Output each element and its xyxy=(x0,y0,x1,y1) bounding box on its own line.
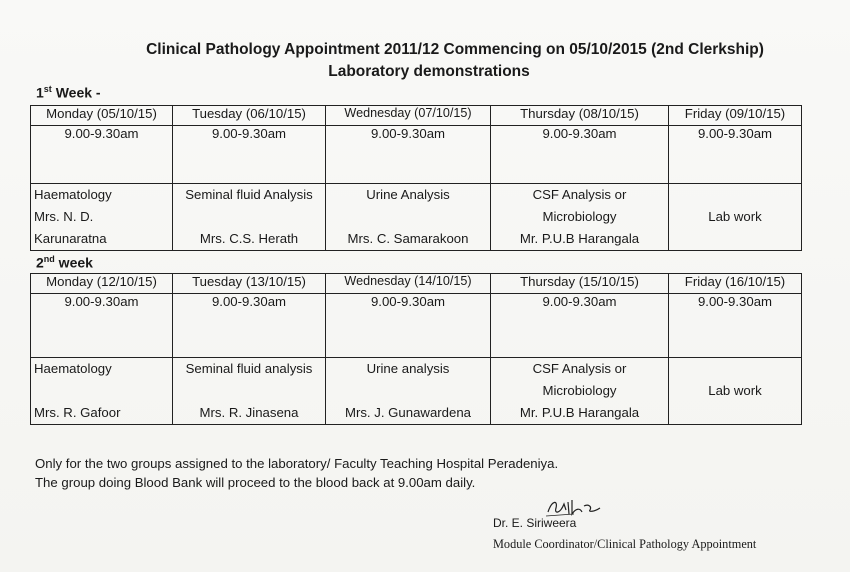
handwritten-signature xyxy=(544,496,604,518)
week2-time-wed: 9.00-9.30am xyxy=(326,294,491,358)
signatory-name: Dr. E. Siriweera xyxy=(493,516,577,530)
week2-day-wed: Wednesday (14/10/15) xyxy=(326,274,491,294)
week2-time-thu: 9.00-9.30am xyxy=(491,294,669,358)
week2-label: 2nd week xyxy=(36,254,93,271)
week2-header-row xyxy=(31,274,802,294)
week2-topic-tue: Seminal fluid analysis Mrs. R. Jinasena xyxy=(173,358,326,425)
week1-topic-mon: Haematology Mrs. N. D. Karunaratna xyxy=(31,184,173,251)
week1-day-fri: Friday (09/10/15) xyxy=(669,106,802,126)
notes xyxy=(35,454,558,492)
week1-time-tue: 9.00-9.30am xyxy=(173,126,326,184)
signatory-role: Module Coordinator/Clinical Pathology Appointment xyxy=(493,537,757,551)
week2-time-tue: 9.00-9.30am xyxy=(173,294,326,358)
document-title: Clinical Pathology Appointment 2011/12 Commencing on 05/10/2015 (2nd Clerkship) xyxy=(146,41,764,58)
week1-time-mon: 9.00-9.30am xyxy=(31,126,173,184)
week1-header-row xyxy=(31,106,802,126)
note-line-2: The group doing Blood Bank will proceed to the blood back at 9.00am daily. xyxy=(35,475,476,490)
note-line-1: Only for the two groups assigned to the laboratory/ Faculty Teaching Hospital Peradeniya. xyxy=(35,456,559,471)
week1-topic-fri: Lab work xyxy=(669,184,802,251)
week2-time-fri: 9.00-9.30am xyxy=(669,294,802,358)
week2-time-mon: 9.00-9.30am xyxy=(31,294,173,358)
week2-day-tue: Tuesday (13/10/15) xyxy=(173,274,326,294)
week1-table xyxy=(30,105,802,251)
week1-time-wed: 9.00-9.30am xyxy=(326,126,491,184)
week2-topic-row xyxy=(31,358,802,425)
week2-topic-fri: Lab work xyxy=(669,358,802,425)
week1-time-fri: 9.00-9.30am xyxy=(669,126,802,184)
week1-day-mon: Monday (05/10/15) xyxy=(31,106,173,126)
week1-topic-tue: Seminal fluid Analysis Mrs. C.S. Herath xyxy=(173,184,326,251)
week2-topic-mon: Haematology Mrs. R. Gafoor xyxy=(31,358,173,425)
week1-topic-thu: CSF Analysis or Microbiology Mr. P.U.B Harangala xyxy=(491,184,669,251)
week1-topic-wed: Urine Analysis Mrs. C. Samarakoon xyxy=(326,184,491,251)
document-subtitle: Laboratory demonstrations xyxy=(328,63,530,80)
week2-topic-wed: Urine analysis Mrs. J. Gunawardena xyxy=(326,358,491,425)
week2-time-row xyxy=(31,294,802,358)
week1-day-tue: Tuesday (06/10/15) xyxy=(173,106,326,126)
week1-time-row xyxy=(31,126,802,184)
week2-day-fri: Friday (16/10/15) xyxy=(669,274,802,294)
week1-topic-row xyxy=(31,184,802,251)
week2-topic-thu: CSF Analysis or Microbiology Mr. P.U.B Harangala xyxy=(491,358,669,425)
week2-table xyxy=(30,273,802,425)
week2-day-mon: Monday (12/10/15) xyxy=(31,274,173,294)
week1-day-wed: Wednesday (07/10/15) xyxy=(326,106,491,126)
week2-day-thu: Thursday (15/10/15) xyxy=(491,274,669,294)
week1-day-thu: Thursday (08/10/15) xyxy=(491,106,669,126)
week1-time-thu: 9.00-9.30am xyxy=(491,126,669,184)
week1-label: 1st Week - xyxy=(36,84,101,101)
